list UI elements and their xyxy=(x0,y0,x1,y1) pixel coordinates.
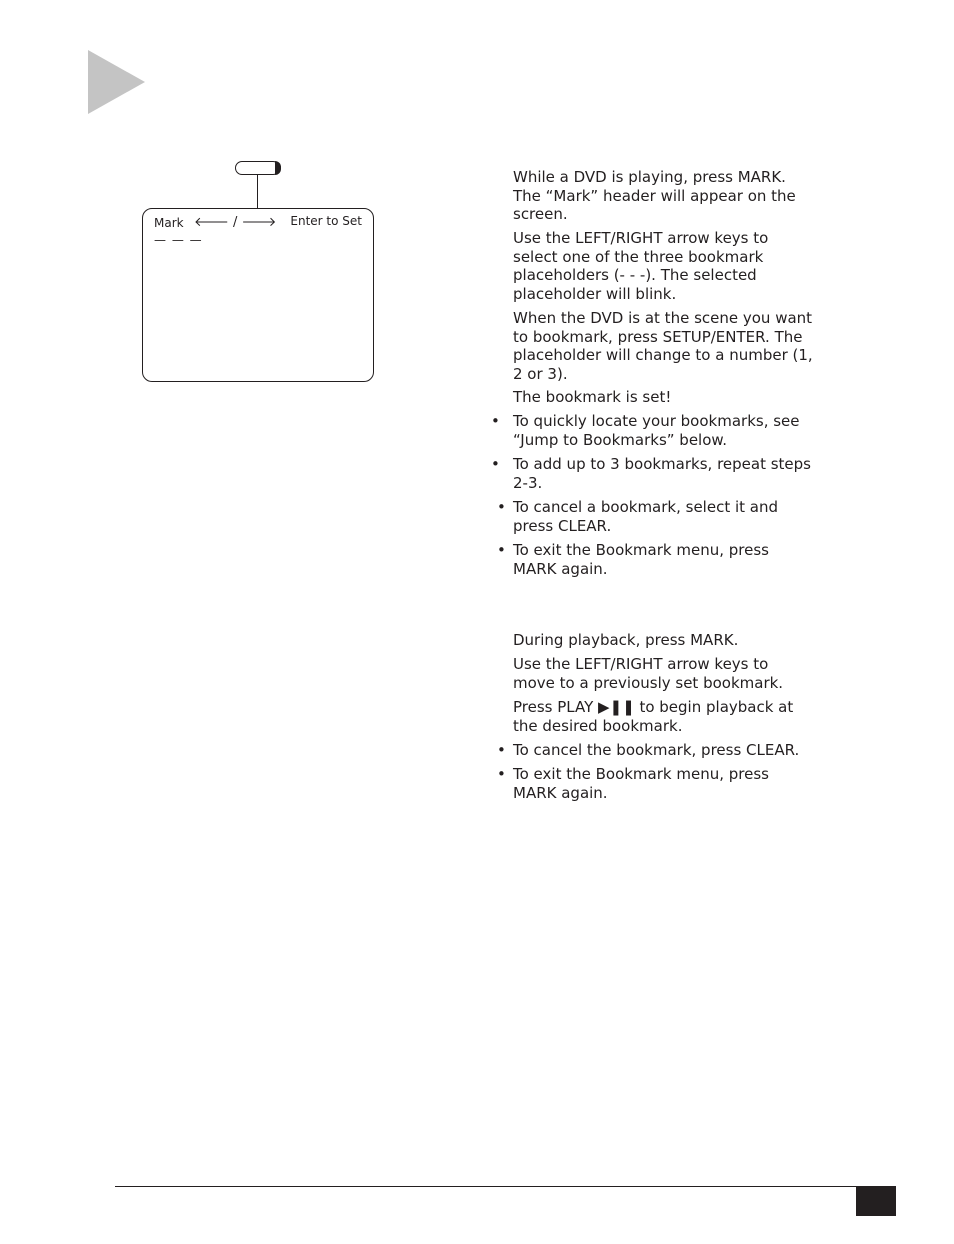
bullet-text: To exit the Bookmark menu, press MARK again. xyxy=(513,541,769,578)
page-number-box xyxy=(856,1186,896,1216)
bullet-icon: • xyxy=(497,498,506,516)
step-text: During playback, press MARK. xyxy=(513,631,739,649)
bullet-icon: • xyxy=(497,541,506,559)
screen-enter-label: Enter to Set xyxy=(290,214,362,228)
bullet-text: To cancel a bookmark, select it and press CLEAR. xyxy=(513,498,779,535)
left-right-arrows-icon: 🡐 / 🡒 xyxy=(194,215,277,230)
bullet-icon: • xyxy=(491,412,500,430)
mark-button-icon xyxy=(235,161,280,175)
on-screen-display xyxy=(142,208,374,382)
step-text: Use the LEFT/RIGHT arrow keys to select one of the three bookmark placeholders (- - -). The selected placeholder will blink. xyxy=(513,229,769,303)
bullet-icon: • xyxy=(497,741,506,759)
bullet-text: To quickly locate your bookmarks, see “Jump to Bookmarks” below. xyxy=(513,412,800,449)
step-text: Use the LEFT/RIGHT arrow keys to move to a previously set bookmark. xyxy=(513,655,784,692)
bullet-text: To exit the Bookmark menu, press MARK again. xyxy=(513,765,769,802)
bullet-text: To add up to 3 bookmarks, repeat steps 2-3. xyxy=(513,455,811,492)
bullet-icon: • xyxy=(491,455,500,473)
bullet-text: To cancel the bookmark, press CLEAR. xyxy=(513,741,800,759)
step-text: While a DVD is playing, press MARK. The “Mark” header will appear on the screen. xyxy=(513,168,796,223)
step-text: Press PLAY ▶❚❚ to begin playback at the desired bookmark. xyxy=(513,698,794,735)
bullet-icon: • xyxy=(497,765,506,783)
footer-rule xyxy=(115,1186,896,1187)
bookmark-placeholders: — — — xyxy=(154,233,203,247)
screen-mark-label: Mark xyxy=(154,216,184,230)
step-text: The bookmark is set! xyxy=(513,388,672,406)
section-triangle-icon xyxy=(88,50,145,114)
step-text: When the DVD is at the scene you want to bookmark, press SETUP/ENTER. The placeholder will change to a number (1, 2 or 3). xyxy=(513,309,813,383)
callout-line xyxy=(257,175,258,208)
